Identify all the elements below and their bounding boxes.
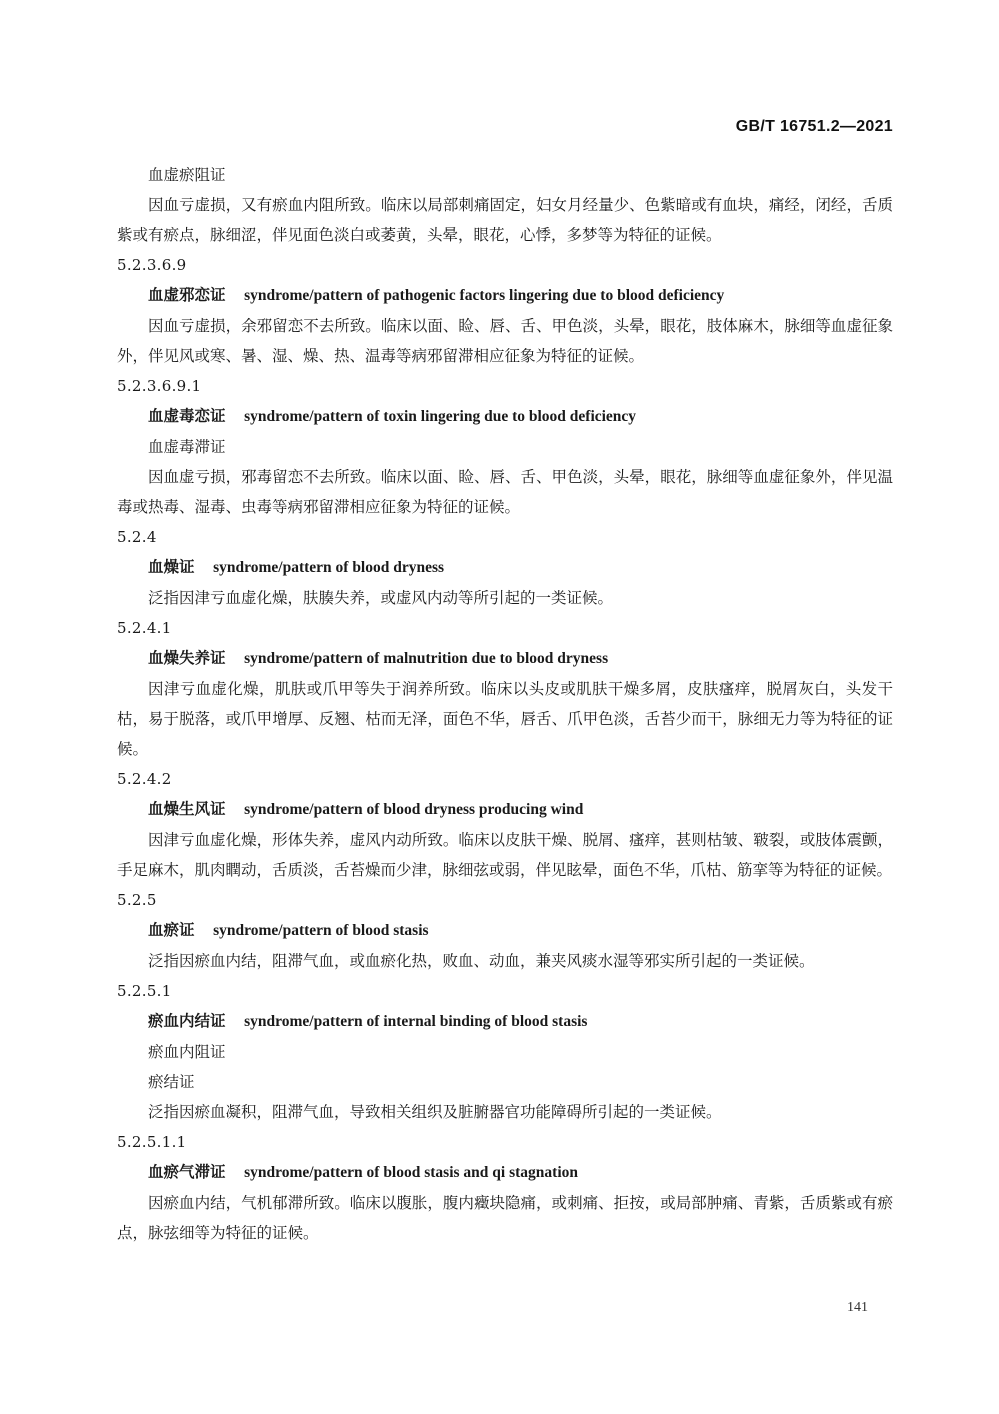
section-number: 5.2.3.6.9.1 (117, 377, 202, 395)
term-english: syndrome/pattern of blood stasis (213, 922, 429, 939)
definition-paragraph: 泛指因瘀血内结，阻滞气血，或血瘀化热，败血、动血，兼夹风痰水湿等邪实所引起的一类证候。 (148, 952, 815, 970)
term-heading (117, 552, 893, 583)
term-heading (117, 1157, 893, 1188)
term-heading (117, 1006, 893, 1037)
definition-paragraph: 因瘀血内结，气机郁滞所致。临床以腹胀，腹内癥块隐痛，或刺痛、拒按，或局部肿痛、青紫，舌质紫或有瘀点，脉弦细等为特征的证候。 (117, 1194, 893, 1242)
term-english: syndrome/pattern of internal binding of blood stasis (244, 1013, 588, 1030)
term-english: syndrome/pattern of blood dryness producing wind (244, 801, 584, 818)
definition-paragraph: 因血亏虚损，又有瘀血内阻所致。临床以局部刺痛固定，妇女月经量少、色紫暗或有血块，痛经，闭经，舌质紫或有瘀点，脉细涩，伴见面色淡白或萎黄，头晕，眼花，心悸，多梦等为特征的证候。 (117, 196, 893, 244)
term-heading (117, 401, 893, 432)
page-number: 141 (847, 1300, 868, 1315)
standard-code: GB/T 16751.2—2021 (735, 118, 893, 135)
term-heading (117, 915, 893, 946)
term-chinese: 血虚毒恋证 (148, 406, 226, 425)
section-number: 5.2.4.2 (117, 770, 172, 788)
definition-paragraph: 泛指因津亏血虚化燥，肤腠失养，或虚风内动等所引起的一类证候。 (148, 589, 614, 607)
synonym-line: 血虚毒滞证 (148, 438, 226, 456)
definition-paragraph: 因血亏虚损，余邪留恋不去所致。临床以面、睑、唇、舌、甲色淡，头晕，眼花，肢体麻木，脉细等血虚征象外，伴见风或寒、暑、湿、燥、热、温毒等病邪留滞相应征象为特征的证候。 (117, 317, 893, 365)
term-chinese: 瘀血内结证 (148, 1011, 226, 1030)
synonym-line: 瘀结证 (148, 1073, 195, 1091)
term-chinese: 血燥证 (148, 557, 195, 576)
section-number: 5.2.3.6.9 (117, 256, 187, 274)
section-number: 5.2.4 (117, 528, 157, 546)
term-chinese: 血瘀气滞证 (148, 1162, 226, 1181)
term-english: syndrome/pattern of toxin lingering due to blood deficiency (244, 408, 637, 425)
section-number: 5.2.5.1 (117, 982, 172, 1000)
section-number: 5.2.5.1.1 (117, 1133, 187, 1151)
section-number: 5.2.5 (117, 891, 157, 909)
term-english: syndrome/pattern of malnutrition due to blood dryness (244, 650, 609, 667)
term-heading (117, 643, 893, 674)
definition-paragraph: 因津亏血虚化燥，形体失养，虚风内动所致。临床以皮肤干燥、脱屑、瘙痒，甚则枯皱、皲裂，或肢体震颤，手足麻木，肌肉瞤动，舌质淡，舌苔燥而少津，脉细弦或弱，伴见眩晕，面色不华，爪枯、筋挛等为特征的证候。 (117, 831, 893, 879)
synonym-line: 血虚瘀阻证 (148, 166, 226, 184)
section-number: 5.2.4.1 (117, 619, 172, 637)
term-english: syndrome/pattern of blood stasis and qi stagnation (244, 1164, 578, 1181)
synonym-line: 瘀血内阻证 (148, 1043, 226, 1061)
term-english: syndrome/pattern of blood dryness (213, 559, 445, 576)
term-chinese: 血虚邪恋证 (148, 285, 226, 304)
definition-paragraph: 因血虚亏损，邪毒留恋不去所致。临床以面、睑、唇、舌、甲色淡，头晕，眼花，脉细等血虚征象外，伴见温毒或热毒、湿毒、虫毒等病邪留滞相应征象为特征的证候。 (117, 468, 893, 516)
document-body (117, 160, 893, 1248)
term-heading (117, 280, 893, 311)
term-heading (117, 794, 893, 825)
term-english: syndrome/pattern of pathogenic factors lingering due to blood deficiency (244, 287, 725, 304)
term-chinese: 血瘀证 (148, 920, 195, 939)
term-chinese: 血燥生风证 (148, 799, 226, 818)
definition-paragraph: 泛指因瘀血凝积，阻滞气血，导致相关组织及脏腑器官功能障碍所引起的一类证候。 (148, 1103, 722, 1121)
definition-paragraph: 因津亏血虚化燥，肌肤或爪甲等失于润养所致。临床以头皮或肌肤干燥多屑，皮肤瘙痒，脱屑灰白，头发干枯，易于脱落，或爪甲增厚、反翘、枯而无泽，面色不华，唇舌、爪甲色淡，舌苔少而干，脉细无力等为特征的证候。 (117, 680, 893, 758)
term-chinese: 血燥失养证 (148, 648, 226, 667)
